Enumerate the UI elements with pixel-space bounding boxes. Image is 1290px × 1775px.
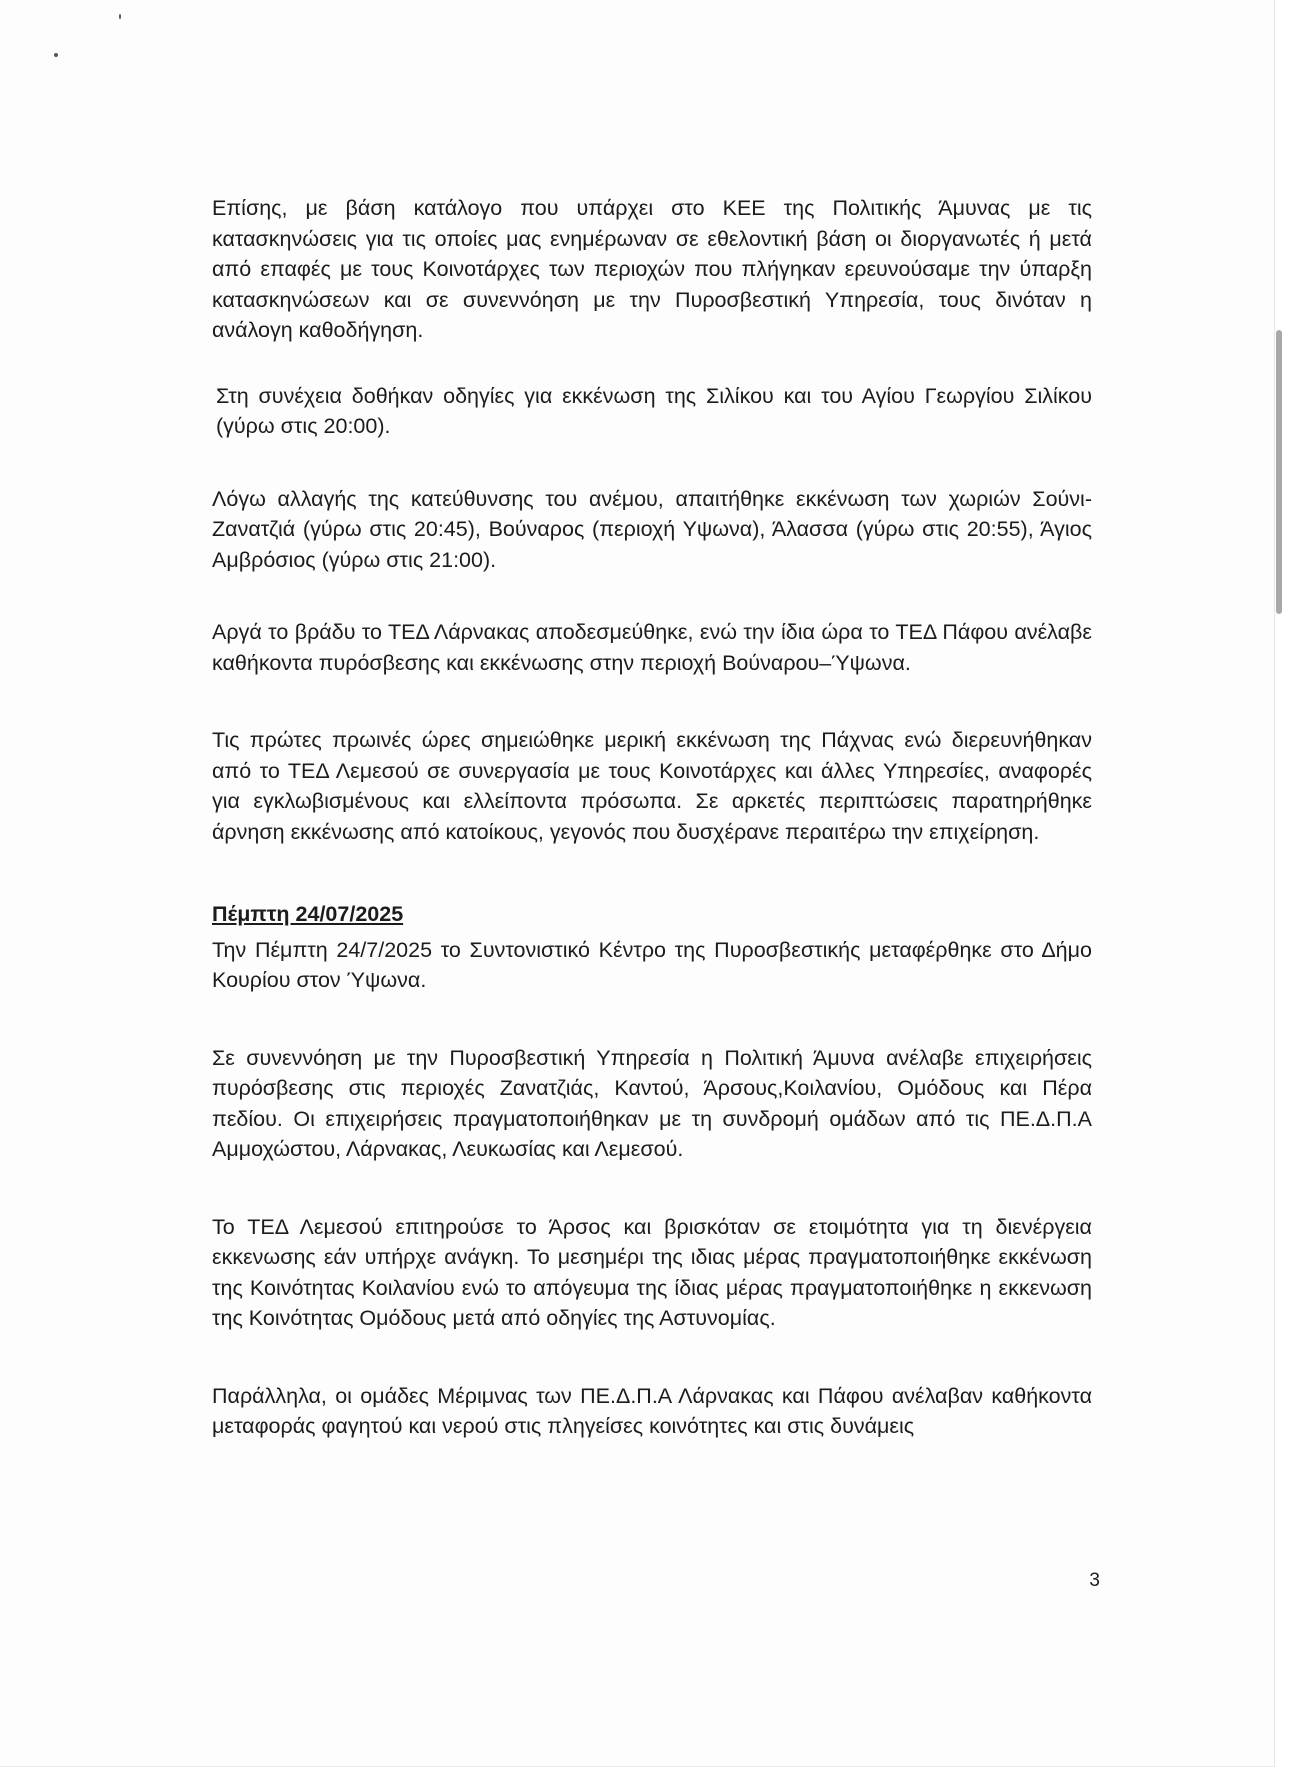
paragraph: Το ΤΕΔ Λεμεσού επιτηρούσε το Άρσος και βρισκόταν σε ετοιμότητα για τη διενέργεια εκκενωσης εάν υπήρχε ανάγκη. Το μεσημέρι της ιδιας μέρας πραγματοποιήθηκε εκκένωση της Κοινότητας Κοιλανίου ενώ το απόγευμα της ίδιας μέρας πραγματοποιήθηκε η εκκενωση της Κοινότητας Ομόδους μετά από οδηγίες της Αστυνομίας. [212,1214,1092,1330]
scrollbar-thumb[interactable] [1276,330,1282,614]
paragraph: Στη συνέχεια δοθήκαν οδηγίες για εκκένωση της Σιλίκου και του Αγίου Γεωργίου Σιλίκου (γύρω στις 20:00). [216,383,1092,438]
scan-speck [54,53,58,57]
section-heading: Πέμπτη 24/07/2025 [212,902,404,926]
paragraph: Παράλληλα, οι ομάδες Μέριμνας των ΠΕ.Δ.Π.Α Λάρνακας και Πάφου ανέλαβαν καθήκοντα μεταφοράς φαγητού και νερού στις πληγείσες κοινότητες και στις δυνάμεις [212,1383,1092,1438]
paragraph: Σε συνεννόηση με την Πυροσβεστική Υπηρεσία η Πολιτική Άμυνα ανέλαβε επιχειρήσεις πυρόσβεσης στις περιοχές Ζανατζιάς, Καντού, Άρσους,Κοιλανίου, Ομόδους και Πέρα πεδίου. Οι επιχειρήσεις πραγματοποιήθηκαν με τη συνδρομή ομάδων από τις ΠΕ.Δ.Π.Α Αμμοχώστου, Λάρνακας, Λευκωσίας και Λεμεσού. [212,1045,1092,1161]
scan-speck [119,14,121,19]
paragraph: Τις πρώτες πρωινές ώρες σημειώθηκε μερική εκκένωση της Πάχνας ενώ διερευνήθηκαν από το ΤΕΔ Λεμεσού σε συνεργασία με τους Κοινοτάρχες και άλλες Υπηρεσίες, αναφορές για εγκλωβισμένους και ελλείποντα πρόσωπα. Σε αρκετές περιπτώσεις παρατηρήθηκε άρνηση εκκένωσης από κατοίκους, γεγονός που δυσχέρανε περαιτέρω την επιχείρηση. [212,728,1092,844]
document-body [212,193,1092,1442]
page-number: 3 [1089,1570,1100,1591]
paragraph: Αργά το βράδυ το ΤΕΔ Λάρνακας αποδεσμεύθηκε, ενώ την ίδια ώρα το ΤΕΔ Πάφου ανέλαβε καθήκοντα πυρόσβεσης και εκκένωσης στην περιοχή Βούναρου–Ύψωνα. [212,620,1092,675]
paragraph: Επίσης, με βάση κατάλογο που υπάρχει στο ΚΕΕ της Πολιτικής Άμυνας με τις κατασκηνώσεις για τις οποίες μας ενημέρωναν σε εθελοντική βάση οι διοργανωτές ή μετά από επαφές με τους Κοινοτάρχες των περιοχών που πλήγηκαν ερευνούσαμε την ύπαρξη κατασκηνώσεων και σε συνεννόηση με την Πυροσβεστική Υπηρεσία, τους δινόταν η ανάλογη καθοδήγηση. [212,196,1092,342]
paragraph: Την Πέμπτη 24/7/2025 το Συντονιστικό Κέντρο της Πυροσβεστικής μεταφέρθηκε στο Δήμο Κουρίου στον Ύψωνα. [212,937,1092,992]
paragraph: Λόγω αλλαγής της κατεύθυνσης του ανέμου, απαιτήθηκε εκκένωση των χωριών Σούνι-Ζανατζιά (γύρω στις 20:45), Βούναρος (περιοχή Υψωνα), Άλασσα (γύρω στις 20:55), Άγιος Αμβρόσιος (γύρω στις 21:00). [212,486,1092,572]
